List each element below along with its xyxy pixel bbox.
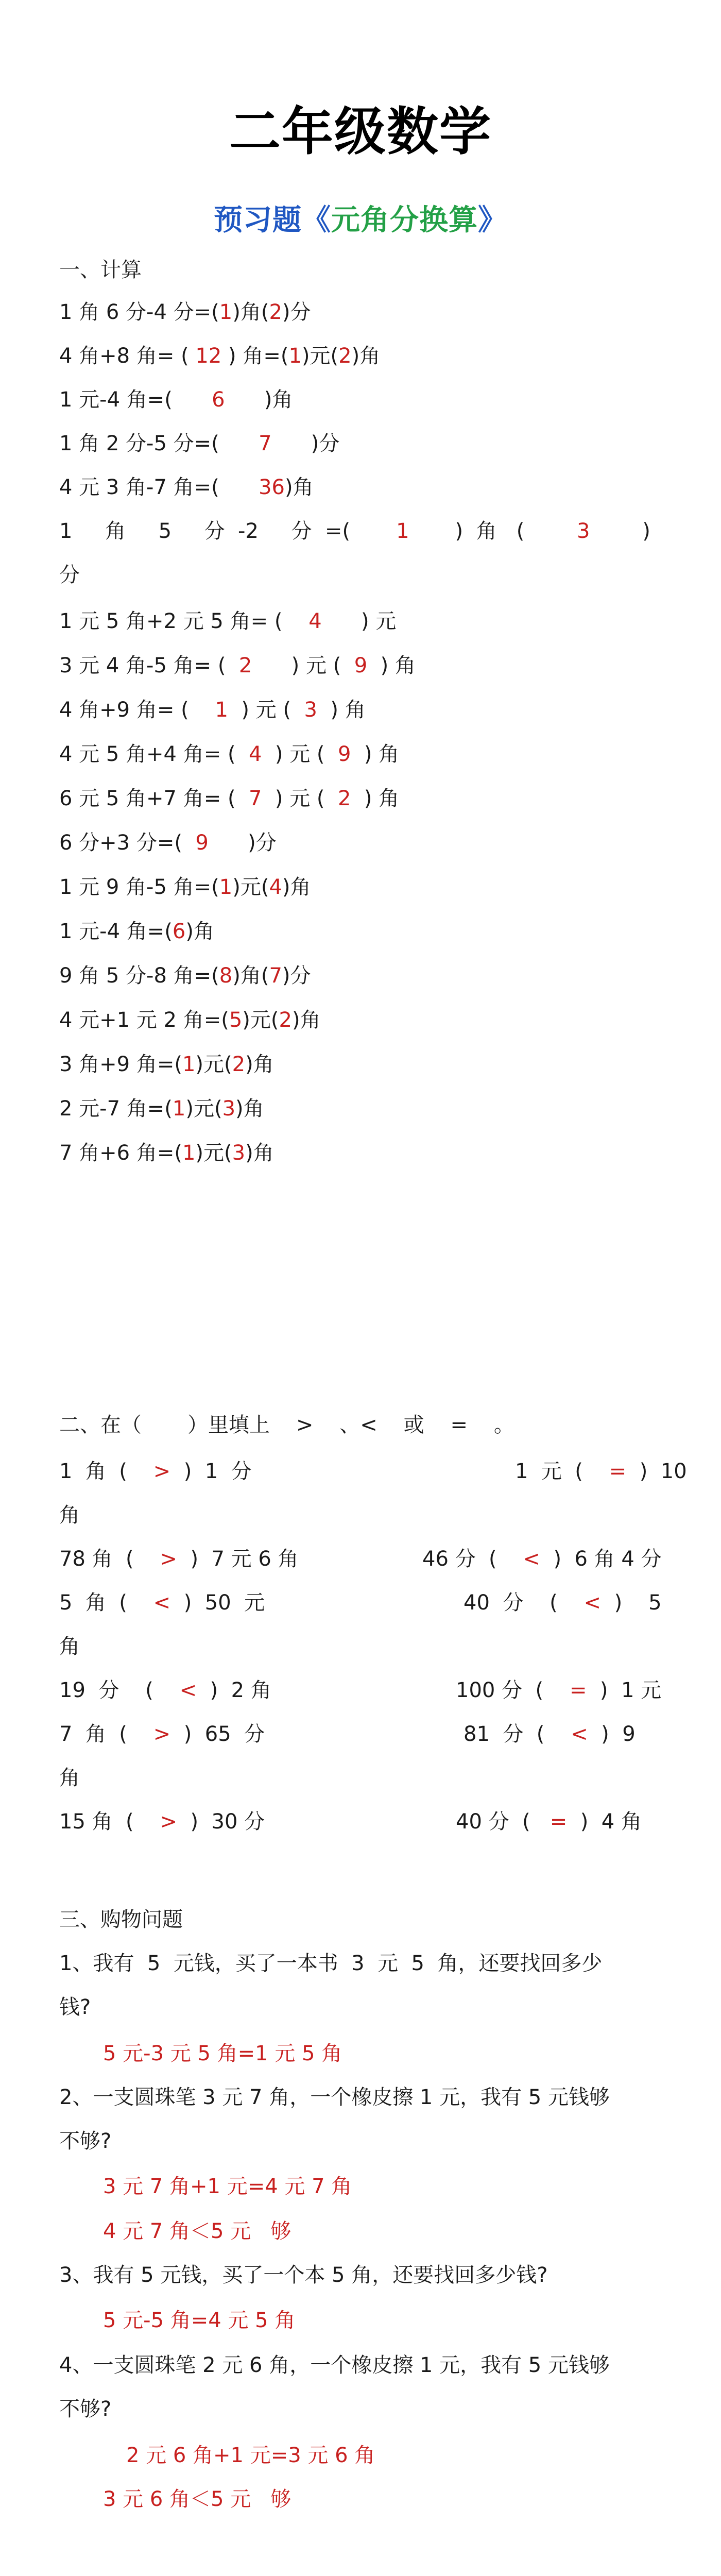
question-text: 1 角 6 分-4 分=( (59, 300, 219, 324)
question-text: ) 50 元 (170, 1591, 265, 1615)
subtitle-row (0, 197, 721, 239)
question-text: 6 元 5 角+7 角= ( (59, 787, 249, 810)
calc-line (59, 430, 339, 457)
answer-value: < (179, 1679, 197, 1702)
question-text: ) 元 ( (262, 787, 338, 810)
answer-value: = (569, 1679, 587, 1702)
answer-value: = (609, 1460, 627, 1483)
compare-left (59, 1589, 265, 1616)
answer-value: 8 (219, 964, 233, 988)
answer-value: 1 (182, 1053, 196, 1076)
compare-right (456, 1677, 661, 1704)
question-text: )角 (245, 1053, 274, 1076)
answer-value: 6 (212, 388, 225, 412)
question-text: 15 角 ( (59, 1810, 160, 1834)
calc-line (59, 829, 277, 856)
answer-value: 2 (337, 787, 351, 810)
answer-value: 1 (396, 519, 409, 543)
answer-value: 7 (249, 787, 262, 810)
calc-line (59, 741, 399, 768)
question-text: 1 元-4 角=( (59, 388, 212, 412)
question-text: 6 分+3 分=( (59, 831, 196, 855)
answer-value: 5 (229, 1008, 243, 1032)
answer-value: 2 (338, 344, 352, 368)
question-text: ) 元 ( (228, 698, 304, 722)
question-text: ) 角 (367, 654, 416, 677)
question-text: ) 10 (626, 1460, 687, 1483)
compare-wrap: 角 (59, 1503, 80, 1527)
page-title: 二年级数学 (229, 101, 492, 162)
question-text: ) 7 元 6 角 (177, 1547, 299, 1571)
question-text: )元( (301, 344, 339, 368)
question-text: 40 分 ( (456, 1810, 550, 1834)
calc-line (59, 518, 650, 545)
calc-line (59, 785, 399, 812)
q1-answer: 5 元-3 元 5 角=1 元 5 角 (103, 2042, 342, 2065)
question-text: 5 角 ( (59, 1591, 153, 1615)
question-text: ) (590, 519, 650, 543)
question-text: )元( (232, 875, 269, 899)
answer-value: 7 (269, 964, 282, 988)
question-text: )元( (242, 1008, 279, 1032)
question-text: 4 元 3 角-7 角=( (59, 476, 259, 499)
question-text: 4 角+9 角= ( (59, 698, 215, 722)
question-text: ) 元 ( (252, 654, 354, 677)
answer-value: 36 (259, 476, 285, 499)
question-text: )角 (185, 920, 214, 943)
calc-line (59, 1051, 274, 1078)
calc-line (59, 386, 293, 413)
question-text: 9 角 5 分-8 角=( (59, 964, 219, 988)
question-text: 1 角 2 分-5 分=( (59, 432, 259, 455)
question-text: 1 角 5 分 -2 分 =( (59, 519, 397, 543)
q4-answer: 3 元 6 角＜5 元 够 (103, 2487, 291, 2511)
q2-text: 2、一支圆珠笔 3 元 7 角，一个橡皮擦 1 元，我有 5 元钱够 (59, 2086, 610, 2109)
answer-value: 1 (182, 1141, 196, 1165)
question-text: ) 角 (317, 698, 366, 722)
answer-value: > (153, 1722, 171, 1746)
section-heading-compare: 二、在（ ）里填上 > 、< 或 = 。 (59, 1413, 514, 1437)
question-text: 4 元+1 元 2 角=( (59, 1008, 229, 1032)
answer-value: 1 (288, 344, 302, 368)
calc-line-wrap: 分 (59, 563, 80, 587)
question-text: 7 角 ( (59, 1722, 153, 1746)
calc-line (59, 918, 214, 945)
question-text: ) 元 (321, 609, 397, 633)
answer-value: 12 (195, 344, 222, 368)
calc-line (59, 652, 416, 679)
question-text: )角 (291, 1008, 321, 1032)
calc-line (59, 343, 380, 369)
question-text: )分 (282, 300, 311, 324)
subtitle-open-bracket: 《 (302, 204, 331, 237)
question-text: ) 4 角 (567, 1810, 642, 1834)
question-text: ) 9 (588, 1722, 636, 1746)
answer-value: 9 (337, 742, 351, 766)
question-text: ) 1 分 (170, 1460, 252, 1483)
answer-value: 3 (222, 1097, 236, 1121)
answer-value: 2 (238, 654, 252, 677)
question-text: ) 元 ( (262, 742, 338, 766)
question-text: 1 元 ( (515, 1460, 609, 1483)
question-text: )角 (351, 344, 381, 368)
compare-left (59, 1721, 265, 1748)
question-text: ) 2 角 (197, 1679, 271, 1702)
answer-value: < (583, 1591, 602, 1615)
question-text: ) 角=( (221, 344, 289, 368)
answer-value: 6 (172, 920, 186, 943)
question-text: 1 角 ( (59, 1460, 153, 1483)
q2-answer: 3 元 7 角+1 元=4 元 7 角 (103, 2175, 352, 2198)
compare-right (515, 1458, 687, 1485)
q1-text: 1、我有 5 元钱，买了一本书 3 元 5 角，还要找回多少 (59, 1952, 603, 1975)
q2-text-wrap: 不够? (59, 2129, 112, 2153)
question-text: 46 分 ( (422, 1547, 523, 1571)
answer-value: > (153, 1460, 171, 1483)
question-text: )元( (195, 1141, 232, 1165)
question-text: ) 5 (601, 1591, 662, 1615)
question-text: 2 元-7 角=( (59, 1097, 173, 1121)
answer-value: 4 (249, 742, 262, 766)
question-text: ) 角 ( (409, 519, 577, 543)
answer-value: < (571, 1722, 588, 1746)
question-text: )分 (271, 432, 340, 455)
section-heading-shopping: 三、购物问题 (59, 1908, 183, 1931)
compare-left (59, 1458, 252, 1485)
question-text: 4 角+8 角= ( (59, 344, 196, 368)
q4-text-wrap: 不够? (59, 2397, 112, 2421)
question-text: 19 分 ( (59, 1679, 180, 1702)
question-text: )分 (282, 964, 311, 988)
answer-value: 7 (259, 432, 272, 455)
question-text: ) 30 分 (177, 1810, 265, 1834)
answer-value: 1 (219, 300, 233, 324)
subtitle-prefix: 预习题 (214, 204, 302, 237)
compare-right (422, 1546, 662, 1572)
question-text: ) 6 角 4 分 (540, 1547, 662, 1571)
question-text: 3 角+9 角=( (59, 1053, 182, 1076)
q3-answer: 5 元-5 角=4 元 5 角 (103, 2309, 296, 2332)
subtitle-topic: 元角分换算 (331, 204, 478, 237)
question-text: )元( (185, 1097, 222, 1121)
q4-answer: 2 元 6 角+1 元=3 元 6 角 (126, 2444, 375, 2467)
answer-value: 9 (195, 831, 209, 855)
page-subtitle (214, 197, 507, 239)
answer-value: 3 (577, 519, 590, 543)
question-text: )角 (235, 1097, 264, 1121)
compare-left (59, 1546, 299, 1572)
answer-value: 4 (308, 609, 322, 633)
question-text: ) 角 (351, 742, 400, 766)
question-text: 3 元 4 角-5 角= ( (59, 654, 239, 677)
q1-text-wrap: 钱? (59, 1995, 91, 2019)
answer-value: 2 (269, 300, 282, 324)
calc-line (59, 874, 311, 901)
answer-value: 3 (304, 698, 317, 722)
calc-line (59, 608, 396, 635)
question-text: ) 1 元 (587, 1679, 662, 1702)
answer-value: 9 (354, 654, 368, 677)
calc-line (59, 299, 311, 326)
answer-value: 4 (269, 875, 282, 899)
compare-right (456, 1808, 642, 1835)
compare-right (464, 1589, 662, 1616)
compare-left (59, 1808, 265, 1835)
calc-line (59, 697, 366, 723)
question-text: ) 角 (351, 787, 400, 810)
q3-text: 3、我有 5 元钱，买了一个本 5 角，还要找回多少钱? (59, 2263, 548, 2287)
calc-line (59, 1140, 274, 1166)
compare-right (464, 1721, 636, 1748)
question-text: ) 65 分 (170, 1722, 265, 1746)
answer-value: 1 (219, 875, 233, 899)
answer-value: > (160, 1810, 178, 1834)
calc-line (59, 962, 311, 989)
compare-left (59, 1677, 271, 1704)
question-text: 4 元 5 角+4 角= ( (59, 742, 249, 766)
question-text: 100 分 ( (456, 1679, 570, 1702)
question-text: )元( (195, 1053, 232, 1076)
question-text: 78 角 ( (59, 1547, 160, 1571)
question-text: 1 元 9 角-5 角=( (59, 875, 219, 899)
calc-line (59, 474, 314, 501)
q4-text: 4、一支圆珠笔 2 元 6 角，一个橡皮擦 1 元，我有 5 元钱够 (59, 2353, 610, 2377)
question-text: )角 (225, 388, 293, 412)
question-text: 1 元-4 角=( (59, 920, 173, 943)
answer-value: 3 (232, 1141, 246, 1165)
calc-line (59, 1095, 264, 1122)
question-text: )角 (282, 875, 311, 899)
question-text: 81 分 ( (464, 1722, 571, 1746)
section-heading-calc: 一、计算 (59, 258, 142, 282)
question-text: )角 (284, 476, 314, 499)
answer-value: = (550, 1810, 568, 1834)
question-text: 40 分 ( (464, 1591, 584, 1615)
answer-value: > (160, 1547, 178, 1571)
answer-value: < (523, 1547, 541, 1571)
question-text: )角( (232, 964, 269, 988)
answer-value: < (153, 1591, 171, 1615)
answer-value: 1 (215, 698, 228, 722)
question-text: 7 角+6 角=( (59, 1141, 182, 1165)
question-text: 1 元 5 角+2 元 5 角= ( (59, 609, 309, 633)
question-text: )角 (245, 1141, 274, 1165)
question-text: )角( (232, 300, 269, 324)
answer-value: 1 (172, 1097, 186, 1121)
answer-value: 2 (279, 1008, 292, 1032)
compare-wrap: 角 (59, 1635, 80, 1658)
calc-line (59, 1007, 321, 1033)
question-text: )分 (208, 831, 277, 855)
q2-answer: 4 元 7 角＜5 元 够 (103, 2219, 291, 2243)
subtitle-close-bracket: 》 (478, 204, 507, 237)
answer-value: 2 (232, 1053, 246, 1076)
compare-wrap: 角 (59, 1766, 80, 1790)
